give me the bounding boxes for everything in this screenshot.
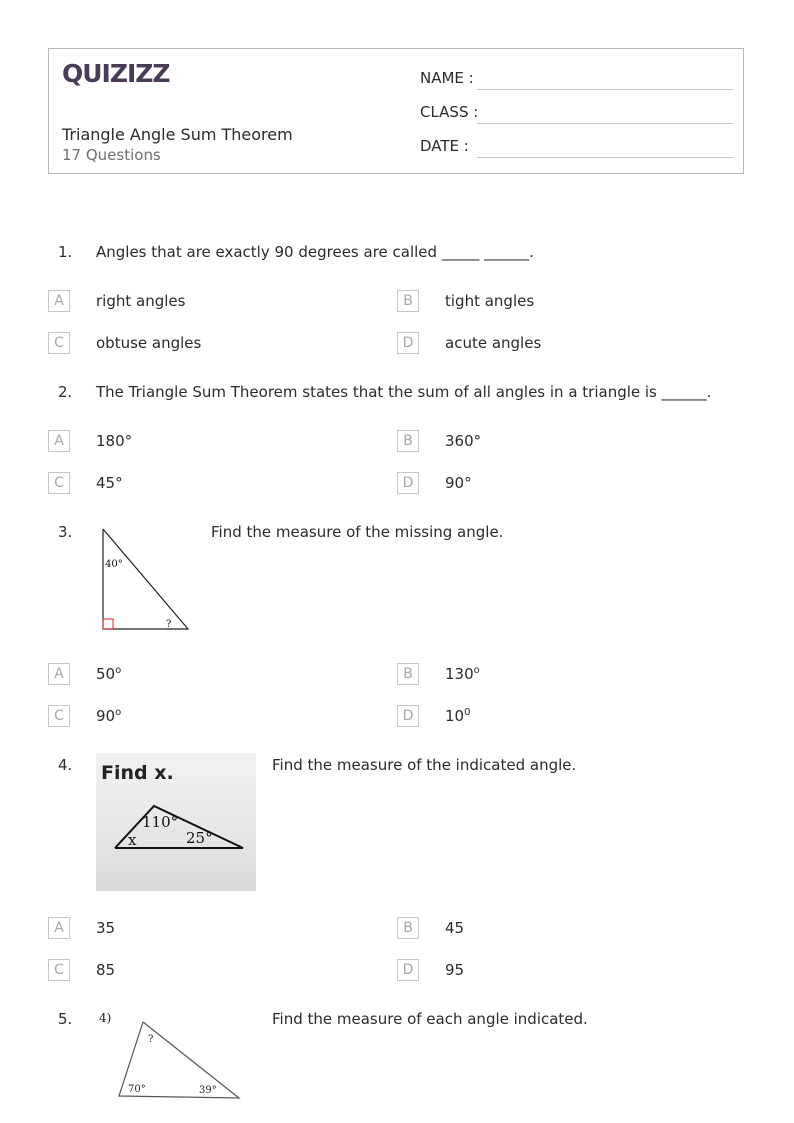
q5-angle-70-label: 70°: [128, 1084, 146, 1095]
q3-right-triangle-figure: [98, 524, 194, 634]
q2-option-a-box[interactable]: A: [48, 430, 70, 452]
q4-option-c-box[interactable]: C: [48, 959, 70, 981]
q1-option-c-box[interactable]: C: [48, 332, 70, 354]
q4-angle-x-label: x: [128, 831, 137, 849]
question-3-number: 3.: [58, 523, 73, 541]
q3-right-angle-marker: [103, 619, 113, 629]
q4-option-a-text: 35: [96, 919, 116, 937]
q3-option-a-box[interactable]: A: [48, 663, 70, 685]
q2-option-d-text: 90°: [445, 474, 472, 492]
q4-find-x-figure: [96, 753, 256, 891]
worksheet-header: [48, 48, 744, 174]
question-1-text: Angles that are exactly 90 degrees are called _____ ______.: [96, 243, 534, 261]
q2-option-b-text: 360°: [445, 432, 482, 450]
q2-option-d-box[interactable]: D: [397, 472, 419, 494]
q3-option-c-box[interactable]: C: [48, 705, 70, 727]
quizizz-logo: QUIZIZZ: [62, 59, 170, 88]
q1-option-b-box[interactable]: B: [397, 290, 419, 312]
q4-option-d-text: 95: [445, 961, 465, 979]
q3-missing-angle-label: ?: [166, 619, 172, 630]
worksheet-title: Triangle Angle Sum Theorem: [62, 125, 293, 144]
date-label: DATE :: [420, 137, 469, 155]
q4-angle-25-label: 25°: [186, 829, 213, 847]
question-4-number: 4.: [58, 756, 73, 774]
q4-option-b-box[interactable]: B: [397, 917, 419, 939]
q2-option-c-box[interactable]: C: [48, 472, 70, 494]
q3-option-b-box[interactable]: B: [397, 663, 419, 685]
question-1-number: 1.: [58, 243, 73, 261]
question-2-text: The Triangle Sum Theorem states that the sum of all angles in a triangle is ______.: [96, 383, 712, 401]
q3-triangle-outline: [103, 529, 188, 629]
question-5-number: 5.: [58, 1010, 73, 1028]
q4-option-b-text: 45: [445, 919, 465, 937]
q5-figure-number-label: 4): [99, 1011, 112, 1025]
name-label: NAME :: [420, 69, 474, 87]
q4-option-d-box[interactable]: D: [397, 959, 419, 981]
question-3-text: Find the measure of the missing angle.: [211, 523, 504, 541]
q5-top-angle-label: ?: [148, 1034, 154, 1045]
q3-option-d-box[interactable]: D: [397, 705, 419, 727]
q5-angle-39-label: 39°: [199, 1085, 217, 1096]
q4-option-a-box[interactable]: A: [48, 917, 70, 939]
name-line: [477, 89, 733, 90]
q3-option-c-text: 90$^o$: [96, 707, 122, 725]
question-2-number: 2.: [58, 383, 73, 401]
q3-angle-40-label: 40°: [105, 559, 123, 570]
q1-option-b-text: tight angles: [445, 292, 535, 310]
q5-triangle-figure: [96, 1006, 246, 1106]
q3-option-b-text: 130$^o$: [445, 665, 480, 683]
class-label: CLASS :: [420, 103, 479, 121]
q1-option-c-text: obtuse angles: [96, 334, 202, 352]
q2-option-c-text: 45°: [96, 474, 123, 492]
q2-option-b-box[interactable]: B: [397, 430, 419, 452]
date-line: [477, 157, 733, 158]
q1-option-a-text: right angles: [96, 292, 186, 310]
question-count: 17 Questions: [62, 146, 161, 164]
q1-option-a-box[interactable]: A: [48, 290, 70, 312]
class-line: [477, 123, 733, 124]
q1-option-d-box[interactable]: D: [397, 332, 419, 354]
q4-figure-heading: Find x.: [101, 762, 174, 784]
q3-option-d-text: $10^0$: [445, 707, 471, 725]
question-5-text: Find the measure of each angle indicated.: [272, 1010, 588, 1028]
q1-option-d-text: acute angles: [445, 334, 542, 352]
question-4-text: Find the measure of the indicated angle.: [272, 756, 577, 774]
q3-option-a-text: 50$^o$: [96, 665, 122, 683]
q2-option-a-text: 180°: [96, 432, 133, 450]
q4-angle-110-label: 110°: [142, 813, 179, 831]
q4-option-c-text: 85: [96, 961, 116, 979]
